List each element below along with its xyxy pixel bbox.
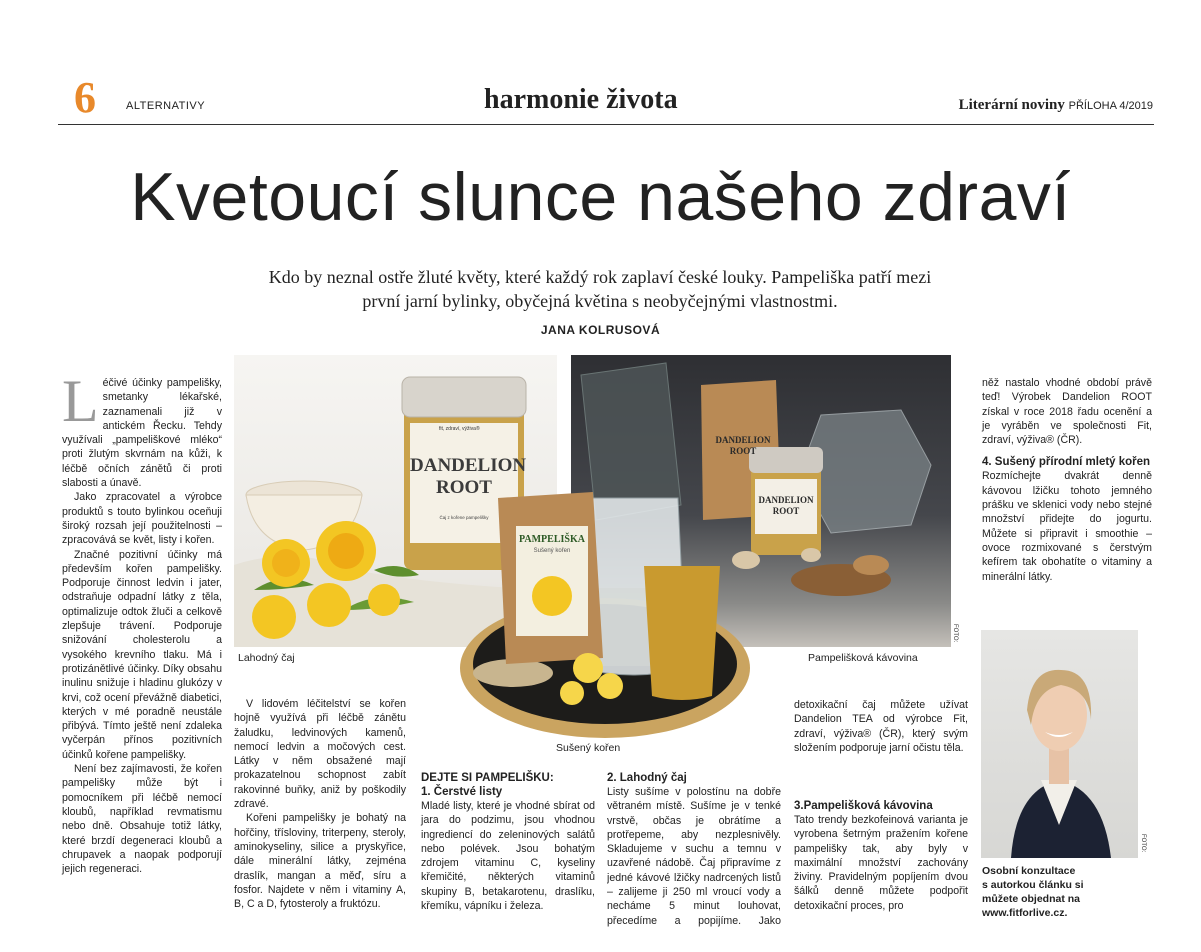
coffee-tin-label: DANDELION ROOT: [758, 495, 814, 516]
column-1: [62, 368, 222, 876]
column-6: [982, 376, 1152, 584]
col2-paragraph-2: Kořeni pampelišky je bohatý na hořčiny, třísloviny, triterpeny, steroly, aminokyseliny, silice a pryskyřice, dále minerální látky, zejména draslík, mangan a měď, síru a fosfor. Najdete v něm i vitaminy A, B, C a D, fytosteroly a fruktózu.: [234, 812, 406, 911]
portrait-caption-line-3: můžete objednat na: [982, 893, 1081, 905]
col1-paragraph-4: Není bez zajímavosti, že kořen pampelišky může být i pomocníkem při léčbě nemocí kloubů, například revmatismu nebo dně. Obsahuje totiž látky, které brzdí degeneraci kloubů a chrupavek a naopak podporují jejich regeneraci.: [62, 763, 222, 876]
page-number: 6: [74, 73, 96, 122]
col3-heading: DEJTE SI PAMPELIŠKU:: [421, 772, 554, 784]
col1-paragraph-2: Jako zpracovatel a výrobce produktů s touto bylinkou oceňuji široký rozsah její použitelnosti – zpracovává se květ, listy i kořen.: [62, 491, 222, 547]
portrait-caption-line-4: www.fitforlive.cz.: [982, 907, 1068, 919]
supplement-label: PŘÍLOHA 4/2019: [1068, 100, 1153, 112]
paper-name: [959, 97, 1153, 114]
col6-paragraph-2: Rozmíchejte dvakrát denně kávovou lžičku tohoto jemného prášku ve sklenici vody nebo stejné množství přidejte do jogurtu. Můžete si připravit i smoothie – ovoce rozmixované s čerstvým kefírem tak obohatíte o vitaminy a minerální látky.: [982, 470, 1152, 583]
coffee-bag-label: DANDELION ROOT: [715, 435, 771, 456]
portrait-caption-line-2: s autorkou článku si: [982, 879, 1084, 891]
col1-paragraph-1: [62, 368, 222, 490]
column-4-tea: [607, 771, 781, 927]
caption-coffee: Pampelišková kávovina: [808, 652, 918, 664]
col1-paragraph-3: Značné pozitivní účinky má především kořen pampelišky. Podporuje činnost ledvin i jater, odstraňuje odpadní látky z těla, optimalizuje odtok žluči a celkově zlepšuje trávení. Podporuje snižování cholesterolu a vysokého krevního tlaku. Má i protizánětlivé účinky. Díky obsahu inulinu snižuje i hladinu glukózy v krvi, což ocení převážně diabetici, kterých v mé poradně neustále přibývá. Tímto ještě není zdaleka vyčerpán přínos pozitivních účinků kořene pampelišky.: [62, 548, 222, 761]
col4-p1-text: Listy sušíme v polostínu na dobře větraném místě. Sušíme je v tenké vrstvě, občas je obrátíme a protřepeme, aby nezplesnivěly. Skladujeme v suchu a temnu v uzavřené nádobě. Čaj připravíme z jedné kávové lžičky nadrcených listů – zalijeme ji 250 ml vroucí vody a necháme 5 minut louhovat, přecedíme a popijíme. Jako: [607, 786, 781, 927]
portrait-caption: [982, 864, 1084, 920]
root-photo: [458, 468, 752, 740]
lead-line-2: první jarní bylinky, obyčejná květina s neobyčejnými vlastnostmi.: [362, 291, 838, 311]
col3-subheading-1: 1. Čerstvé listy: [421, 786, 503, 798]
column-2: [234, 697, 406, 911]
tea-label-main: DANDELION ROOT: [410, 455, 527, 498]
tea-label-top: fit, zdraví, výživa®: [439, 426, 480, 432]
col5-subheading-3: 3.Pampelišková kávovina: [794, 800, 933, 812]
root-illustration: [458, 468, 752, 740]
caption-root: Sušený kořen: [556, 742, 621, 754]
dropcap: L: [62, 368, 99, 434]
author-portrait: [981, 630, 1138, 858]
bag-label: PAMPELIŠKA: [519, 534, 585, 545]
col5-tea-continuation: [794, 697, 968, 797]
photo-credit-2: FOTO:: [1140, 834, 1146, 853]
photo-credit-1: FOTO:: [952, 624, 958, 643]
tea-label-small: Čaj z kořene pampelišky: [439, 515, 489, 520]
paper-title: Literární noviny: [958, 97, 1065, 113]
column-3: [421, 771, 595, 913]
lead-line-1: Kdo by neznal ostře žluté květy, které každý rok zaplaví české louky. Pampeliška patří mezi: [268, 267, 932, 287]
col4-paragraph-tea: [607, 785, 781, 927]
col3-paragraph-1: Mladé listy, které je vhodné sbírat od jara do podzimu, jsou vhodnou ingrediencí do zeleninových salátů nebo polévek. Jsou bohatým zdrojem vitaminu C, kyseliny křemičité, některých vitaminů skupiny B, betakarotenu, draslíku, křemíku, vápníku i železa.: [421, 800, 595, 913]
col6-paragraph-1: něž nastalo vhodné období právě teď! Výrobek Dandelion ROOT získal v roce 2018 řadu ocenění a je vyráběn ve společnosti Fit, zdraví, výživa® (ČR).: [982, 377, 1152, 447]
col4-subheading-2: 2. Lahodný čaj: [607, 772, 687, 784]
column-5: [794, 697, 968, 913]
col5-tea-continuation-text: detoxikační čaj můžete užívat Dandelion TEA od výrobce Fit, zdraví, výživa® (ČR), který svým složením podporuje jarní očistu těla.: [794, 698, 968, 754]
article-lead: [180, 265, 1020, 313]
portrait-caption-line-1: Osobní konzultace: [982, 865, 1076, 877]
section-label: ALTERNATIVY: [126, 100, 206, 112]
caption-tea: Lahodný čaj: [238, 652, 295, 664]
portrait-illustration: [981, 630, 1138, 858]
masthead: harmonie života: [484, 84, 678, 115]
col5-paragraph-kavovina: Tato trendy bezkofeinová varianta je vyrobena šetrným pražením kořene pampelišky tak, aby byly v maximální množství zachovány živiny. Pravidelným popíjením dvou šálků denně můžete podpořit detoxikační proces, pro: [794, 814, 968, 912]
col6-subheading-4: 4. Sušený přírodní mletý kořen: [982, 456, 1151, 469]
col2-paragraph-1: V lidovém léčitelství se kořen hojně využívá při léčbě zánětu žaludku, ledvinových kamenů, nemocí ledvin a močových cest. Látky v něm obsažené mají prokazatelnou schopnost zabít rakovinné buňky, aniž by poškodily zdravé.: [234, 698, 406, 811]
bag-sub-label: Sušený kořen: [533, 548, 571, 554]
header-rule: [58, 124, 1154, 125]
article-title: Kvetoucí slunce našeho zdraví: [130, 159, 1071, 235]
author-byline: JANA KOLRUSOVÁ: [540, 323, 661, 337]
col1-p1-text: éčivé účinky pampelišky, smetanky lékařské, zaznamenali již v antickém Řecku. Tehdy využívali „pampeliškové mléko“ proti žlutým skvrnám na kůži, k léčbě očních zánětů či proti slabosti a únavě.: [62, 377, 222, 490]
